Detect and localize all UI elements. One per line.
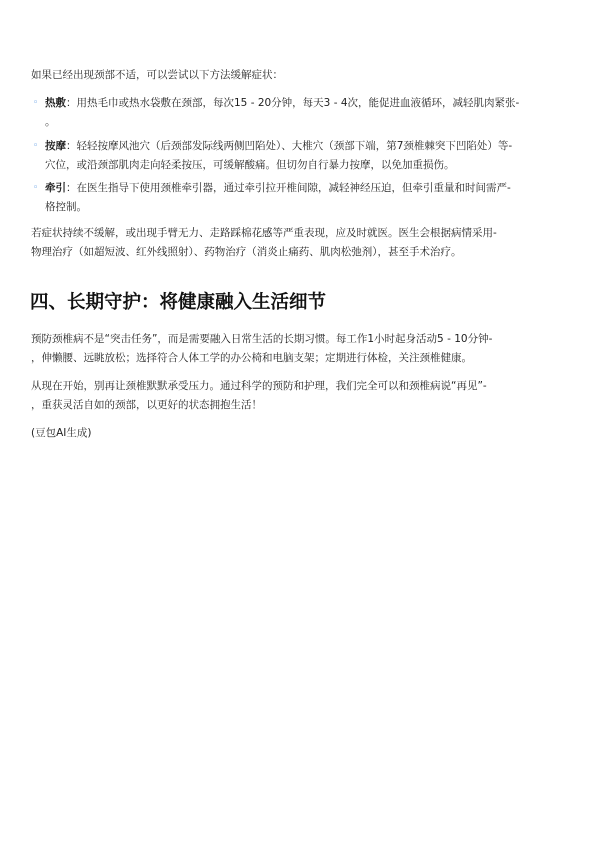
paragraph-line: ，重获灵活自如的颈部，以更好的状态拥抱生活！ (31, 399, 262, 411)
intro-paragraph (31, 66, 571, 85)
intro-text: 如果已经出现颈部不适，可以尝试以下方法缓解症状： (31, 69, 283, 81)
bullet-term: 热敷 (45, 97, 66, 109)
prevention-paragraph (31, 330, 571, 368)
bullet-term: 牵引 (45, 182, 66, 194)
bullet-text (45, 179, 585, 217)
bullet-line: 穴位，或沿颈部肌肉走向轻柔按压，可缓解酸痛。但切勿自行暴力按摩，以免加重损伤。 (45, 159, 455, 171)
bullet-line: 格控制。 (45, 201, 87, 213)
hollow-circle-bullet-icon: ◦ (33, 98, 39, 108)
source-note-text: (豆包AI生成) (31, 427, 92, 439)
bullet-item-heat (31, 94, 581, 132)
bullet-line: ：用热毛巾或热水袋敷在颈部，每次15 - 20分钟，每天3 - 4次，能促进血液循环，减轻肌肉紧张- (66, 97, 520, 109)
bullet-text (45, 94, 585, 132)
paragraph-line: 若症状持续不缓解，或出现手臂无力、走路踩棉花感等严重表现，应及时就医。医生会根据病情采用- (31, 227, 497, 239)
bullet-line: 。 (45, 116, 56, 128)
bullet-line: ：轻轻按摩风池穴（后颈部发际线两侧凹陷处）、大椎穴（颈部下端，第7颈椎棘突下凹陷处）等- (66, 140, 513, 152)
bullet-item-massage (31, 137, 581, 175)
hollow-circle-bullet-icon: ◦ (33, 183, 39, 193)
source-note (31, 424, 571, 443)
bullet-text (45, 137, 585, 175)
paragraph-line: 从现在开始，别再让颈椎默默承受压力。通过科学的预防和护理，我们完全可以和颈椎病说“再见”- (31, 380, 487, 392)
bullet-term: 按摩 (45, 140, 66, 152)
section-heading: 四、长期守护：将健康融入生活细节 (30, 292, 327, 313)
paragraph-line: 预防颈椎病不是“突击任务”，而是需要融入日常生活的长期习惯。每工作1小时起身活动5 - 10分钟- (31, 333, 493, 345)
paragraph-line: ，伸懒腰、远眺放松；选择符合人体工学的办公椅和电脑支架；定期进行体检，关注颈椎健康。 (31, 352, 472, 364)
closing-paragraph (31, 377, 571, 415)
bullet-item-traction (31, 179, 581, 217)
hollow-circle-bullet-icon: ◦ (33, 141, 39, 151)
bullet-line: ：在医生指导下使用颈椎牵引器，通过牵引拉开椎间隙，减轻神经压迫，但牵引重量和时间需严- (66, 182, 511, 194)
paragraph-line: 物理治疗（如超短波、红外线照射）、药物治疗（消炎止痛药、肌肉松弛剂），甚至手术治疗。 (31, 246, 462, 258)
followup-paragraph (31, 224, 571, 262)
